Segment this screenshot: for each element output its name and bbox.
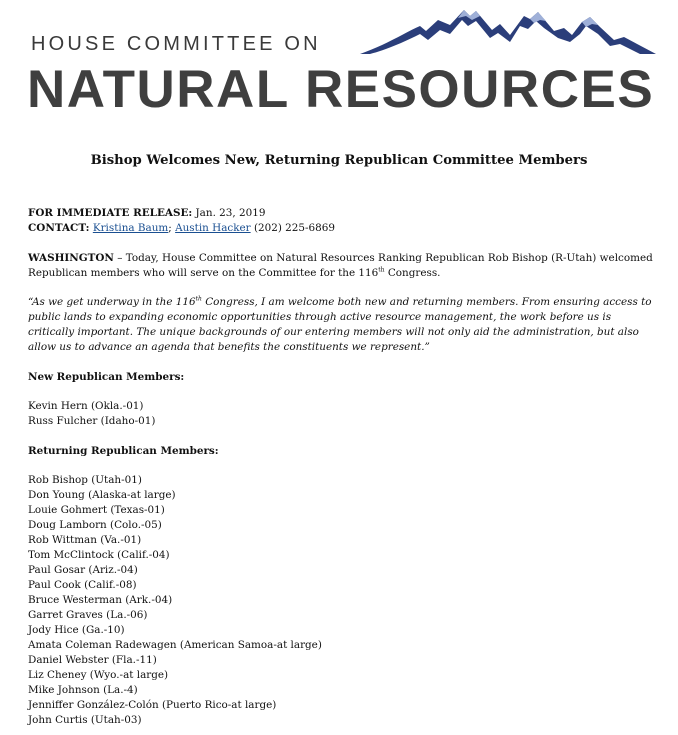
quote-text-1: “As we get underway in the 116 <box>28 296 196 308</box>
list-item: Doug Lamborn (Colo.-05) <box>28 519 162 531</box>
list-item: John Curtis (Utah-03) <box>28 714 142 726</box>
quote-sup: th <box>195 295 202 303</box>
list-item: Rob Wittman (Va.-01) <box>28 534 142 546</box>
contact-link-hacker[interactable]: Austin Hacker <box>175 222 251 234</box>
release-date-line <box>28 206 658 221</box>
letterhead <box>0 0 678 125</box>
intro-sup: th <box>378 266 385 274</box>
list-item: Tom McClintock (Calif.-04) <box>28 549 170 561</box>
release-date: Jan. 23, 2019 <box>195 207 266 219</box>
intro-text-1: – Today, House Committee on Natural Resources Ranking Republican Rob Bishop (R-Utah) welcomed Republican members who will serve on the Committee for the 116 <box>28 251 653 279</box>
list-item: Paul Cook (Calif.-08) <box>28 579 137 591</box>
list-item: Bruce Westerman (Ark.-04) <box>28 594 173 606</box>
dateline: WASHINGTON <box>28 251 114 264</box>
contact-label: CONTACT: <box>28 222 90 234</box>
list-item: Rob Bishop (Utah-01) <box>28 474 142 486</box>
list-item: Amata Coleman Radewagen (American Samoa-at large) <box>28 639 322 651</box>
list-item: Paul Gosar (Ariz.-04) <box>28 564 138 576</box>
intro-text-2: Congress. <box>384 266 441 279</box>
contact-phone: (202) 225-6869 <box>253 222 335 234</box>
new-members-heading: New Republican Members: <box>28 370 185 383</box>
press-release-title: Bishop Welcomes New, Returning Republican Committee Members <box>90 153 588 168</box>
list-item: Kevin Hern (Okla.-01) <box>28 400 144 412</box>
list-item: Jenniffer González-Colón (Puerto Rico-at large) <box>28 699 277 711</box>
list-item: Garret Graves (La.-06) <box>28 609 148 621</box>
list-item: Louie Gohmert (Texas-01) <box>28 504 165 516</box>
list-item: Russ Fulcher (Idaho-01) <box>28 415 156 427</box>
list-item: Daniel Webster (Fla.-11) <box>28 654 157 666</box>
new-members-list <box>28 399 658 429</box>
returning-members-list <box>28 473 658 728</box>
contact-link-baum[interactable]: Kristina Baum <box>92 222 169 234</box>
list-item: Liz Cheney (Wyo.-at large) <box>28 669 169 681</box>
quote-text-2: Congress, I am welcome both new and returning members. From ensuring access to public lands to expanding economic opportunities through active resource management, the work before us is critically important. The unique backgrounds of our entering members will not only aid the administration, but also allow us to advance an agenda that benefits the constituents we represent.” <box>28 296 652 353</box>
org-name-main: NATURAL RESOURCES <box>27 60 655 119</box>
mountain-logo-icon <box>358 4 658 56</box>
list-item: Jody Hice (Ga.-10) <box>28 624 125 636</box>
org-name-top: HOUSE COMMITTEE ON <box>31 33 321 55</box>
contact-separator: ; <box>168 222 172 234</box>
list-item: Don Young (Alaska-at large) <box>28 489 176 501</box>
quote-paragraph <box>28 295 658 355</box>
release-label: FOR IMMEDIATE RELEASE: <box>28 207 193 219</box>
list-item: Mike Johnson (La.-4) <box>28 684 138 696</box>
intro-paragraph <box>28 251 658 281</box>
returning-members-heading: Returning Republican Members: <box>28 444 219 457</box>
contact-line <box>28 221 658 236</box>
press-release-body <box>28 206 658 728</box>
